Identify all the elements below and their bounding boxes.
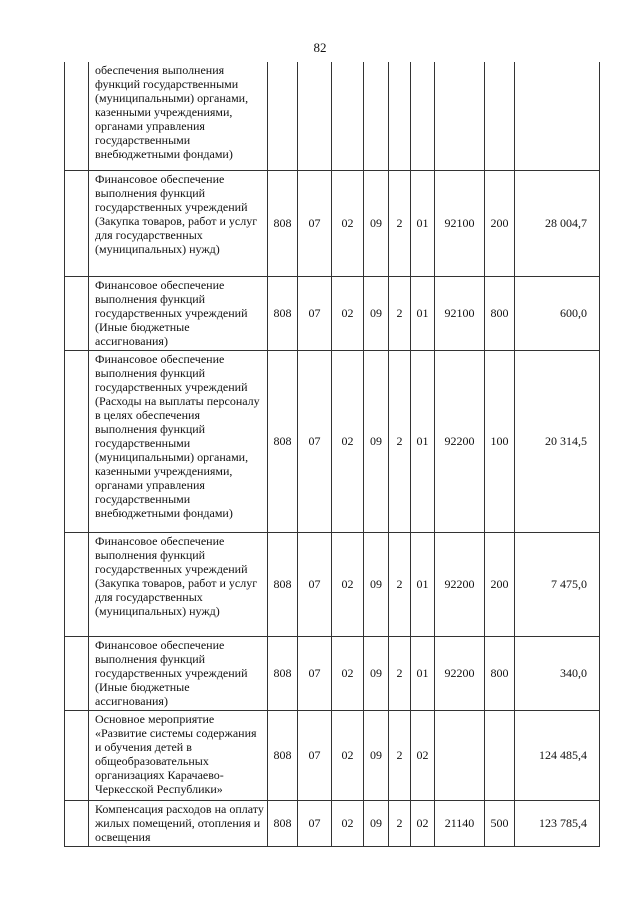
table-row	[65, 800, 600, 846]
expense-type-cell: 800	[485, 636, 515, 710]
subprogram-cell: 2	[389, 636, 411, 710]
amount-cell: 124 485,4	[515, 710, 600, 800]
subsection-cell: 02	[332, 800, 364, 846]
grbs-cell: 808	[268, 276, 298, 350]
section-cell: 07	[298, 800, 332, 846]
subsection-cell: 02	[332, 170, 364, 276]
event-cell: 01	[411, 636, 435, 710]
row-name-cell: Финансовое обеспечение выполнения функций государственных учреждений (Расходы на выплаты персоналу в целях обеспечения выполнения функций государственными (муниципальными) органами, казенными учреждениями, органами управления государственными внебюджетными фондами)	[89, 350, 268, 532]
grbs-cell: 808	[268, 710, 298, 800]
section-cell	[298, 62, 332, 170]
direction-cell: 92100	[435, 170, 485, 276]
direction-cell	[435, 62, 485, 170]
row-name-cell: Финансовое обеспечение выполнения функций государственных учреждений (Иные бюджетные ассигнования)	[89, 636, 268, 710]
amount-cell: 20 314,5	[515, 350, 600, 532]
expense-type-cell: 500	[485, 800, 515, 846]
subprogram-cell: 2	[389, 350, 411, 532]
program-cell: 09	[364, 710, 389, 800]
grbs-cell	[268, 62, 298, 170]
grbs-cell: 808	[268, 800, 298, 846]
margin-cell	[65, 62, 89, 170]
subprogram-cell: 2	[389, 710, 411, 800]
amount-cell: 340,0	[515, 636, 600, 710]
table-row	[65, 350, 600, 532]
row-name-cell: Основное мероприятие «Развитие системы содержания и обучения детей в общеобразовательных организациях Карачаево-Черкесской Республики»	[89, 710, 268, 800]
section-cell: 07	[298, 350, 332, 532]
direction-cell: 92100	[435, 276, 485, 350]
row-name-cell: Компенсация расходов на оплату жилых помещений, отопления и освещения	[89, 800, 268, 846]
subsection-cell: 02	[332, 350, 364, 532]
table-row	[65, 710, 600, 800]
program-cell: 09	[364, 532, 389, 636]
expense-type-cell: 200	[485, 532, 515, 636]
section-cell: 07	[298, 276, 332, 350]
amount-cell: 123 785,4	[515, 800, 600, 846]
direction-cell: 92200	[435, 636, 485, 710]
amount-cell: 600,0	[515, 276, 600, 350]
event-cell: 01	[411, 532, 435, 636]
section-cell: 07	[298, 170, 332, 276]
event-cell: 01	[411, 170, 435, 276]
expense-type-cell	[485, 710, 515, 800]
table-row	[65, 170, 600, 276]
page-number: 82	[313, 40, 327, 55]
subprogram-cell: 2	[389, 276, 411, 350]
row-name-cell: Финансовое обеспечение выполнения функций государственных учреждений (Закупка товаров, работ и услуг для государственных (муниципальных) нужд)	[89, 532, 268, 636]
subprogram-cell	[389, 62, 411, 170]
event-cell: 01	[411, 350, 435, 532]
program-cell: 09	[364, 170, 389, 276]
row-name-cell: обеспечения выполнения функций государственными (муниципальными) органами, казенными учреждениями, органами управления государственными внебюджетными фондами)	[89, 62, 268, 170]
margin-cell	[65, 800, 89, 846]
direction-cell	[435, 710, 485, 800]
subsection-cell: 02	[332, 710, 364, 800]
program-cell: 09	[364, 636, 389, 710]
program-cell: 09	[364, 800, 389, 846]
subsection-cell: 02	[332, 532, 364, 636]
amount-cell	[515, 62, 600, 170]
expense-type-cell: 100	[485, 350, 515, 532]
subsection-cell: 02	[332, 276, 364, 350]
expense-type-cell	[485, 62, 515, 170]
event-cell: 02	[411, 710, 435, 800]
subsection-cell: 02	[332, 636, 364, 710]
direction-cell: 21140	[435, 800, 485, 846]
subprogram-cell: 2	[389, 170, 411, 276]
margin-cell	[65, 532, 89, 636]
margin-cell	[65, 350, 89, 532]
program-cell	[364, 62, 389, 170]
amount-cell: 28 004,7	[515, 170, 600, 276]
table-row	[65, 532, 600, 636]
section-cell: 07	[298, 710, 332, 800]
margin-cell	[65, 636, 89, 710]
table-row	[65, 636, 600, 710]
event-cell: 01	[411, 276, 435, 350]
margin-cell	[65, 710, 89, 800]
direction-cell: 92200	[435, 350, 485, 532]
grbs-cell: 808	[268, 532, 298, 636]
row-name-cell: Финансовое обеспечение выполнения функций государственных учреждений (Иные бюджетные ассигнования)	[89, 276, 268, 350]
subprogram-cell: 2	[389, 532, 411, 636]
section-cell: 07	[298, 532, 332, 636]
event-cell: 02	[411, 800, 435, 846]
row-name-cell: Финансовое обеспечение выполнения функций государственных учреждений (Закупка товаров, работ и услуг для государственных (муниципальных) нужд)	[89, 170, 268, 276]
grbs-cell: 808	[268, 636, 298, 710]
amount-cell: 7 475,0	[515, 532, 600, 636]
margin-cell	[65, 276, 89, 350]
expense-type-cell: 200	[485, 170, 515, 276]
table-row	[65, 62, 600, 170]
budget-table	[64, 62, 600, 847]
table-body	[65, 62, 600, 846]
subsection-cell	[332, 62, 364, 170]
grbs-cell: 808	[268, 170, 298, 276]
expense-type-cell: 800	[485, 276, 515, 350]
subprogram-cell: 2	[389, 800, 411, 846]
direction-cell: 92200	[435, 532, 485, 636]
table-row	[65, 276, 600, 350]
section-cell: 07	[298, 636, 332, 710]
program-cell: 09	[364, 276, 389, 350]
event-cell	[411, 62, 435, 170]
program-cell: 09	[364, 350, 389, 532]
grbs-cell: 808	[268, 350, 298, 532]
margin-cell	[65, 170, 89, 276]
